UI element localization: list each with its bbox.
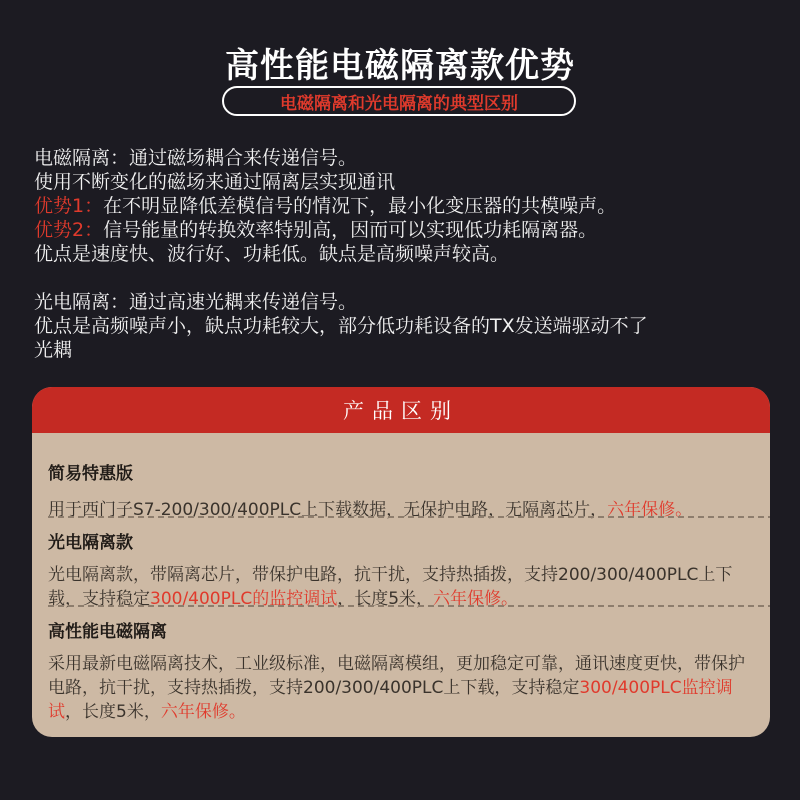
- advantage-2-label: 优势2：: [34, 219, 104, 241]
- product-item-electromagnetic: [48, 617, 760, 724]
- optical-summary: 优点是高频噪声小，缺点功耗较大，部分低功耗设备的TX发送端驱动不了: [34, 315, 648, 337]
- warranty-text: 六年保修。: [160, 702, 246, 722]
- product-title: 高性能电磁隔离: [48, 622, 167, 642]
- description-text: ，长度5米，: [337, 589, 434, 609]
- warranty-text: 六年保修。: [607, 500, 693, 520]
- panel-header-label: 产品区别: [343, 399, 459, 423]
- product-comparison-panel: [32, 387, 770, 737]
- panel-header: [32, 387, 770, 433]
- description-text: 用于西门子S7-200/300/400PLC上下载数据，无保护电路，无隔离芯片，: [48, 500, 608, 520]
- product-title: 简易特惠版: [48, 464, 133, 484]
- product-description: [48, 563, 760, 611]
- subtitle-badge: [222, 86, 576, 116]
- em-summary: 优点是速度快、波行好、功耗低。缺点是高频噪声较高。: [34, 243, 510, 265]
- description-text: ，长度5米，: [65, 702, 161, 722]
- advantage-1: [34, 194, 774, 218]
- advantage-2-text: 信号能量的转换效率特别高，因而可以实现低功耗隔离器。: [103, 219, 598, 241]
- warranty-text: 六年保修。: [433, 589, 519, 609]
- em-explanation: 使用不断变化的磁场来通过隔离层实现通讯: [34, 171, 396, 193]
- advantage-1-label: 优势1：: [34, 195, 104, 217]
- divider: [48, 605, 770, 607]
- intro-section: [34, 146, 774, 362]
- product-description: [48, 498, 760, 522]
- description-text: 采用最新电磁隔离技术，工业级标准，电磁隔离模组，更加稳定可靠，通讯速度更快，带保护电路，抗干扰，支持热插拨，支持200/300/400PLC上下载，支持稳定: [48, 654, 745, 698]
- divider: [48, 516, 770, 518]
- advantage-2: [34, 218, 774, 242]
- description-text: 光电隔离款，带隔离芯片，带保护电路，抗干扰，支持热插拨，支持200/300/400PLC上下载，支持稳定: [48, 565, 733, 609]
- spacer: [34, 266, 774, 290]
- optical-summary-cont: 光耦: [34, 339, 73, 361]
- product-description: [48, 652, 760, 724]
- optical-definition: 光电隔离：通过高速光耦来传递信号。: [34, 291, 358, 313]
- em-definition: 电磁隔离：通过磁场耦合来传递信号。: [34, 147, 358, 169]
- product-item-basic: [48, 459, 760, 522]
- product-title: 光电隔离款: [48, 533, 133, 553]
- subtitle-text: 电磁隔离和光电隔离的典型区别: [280, 93, 518, 114]
- page-title: 高性能电磁隔离款优势: [225, 46, 575, 86]
- monitoring-text: 300/400PLC监控调试: [48, 678, 733, 722]
- monitoring-text: 300/400PLC的监控调试: [150, 589, 338, 609]
- advantage-1-text: 在不明显降低差模信号的情况下，最小化变压器的共模噪声。: [103, 195, 617, 217]
- product-item-optical: [48, 528, 760, 611]
